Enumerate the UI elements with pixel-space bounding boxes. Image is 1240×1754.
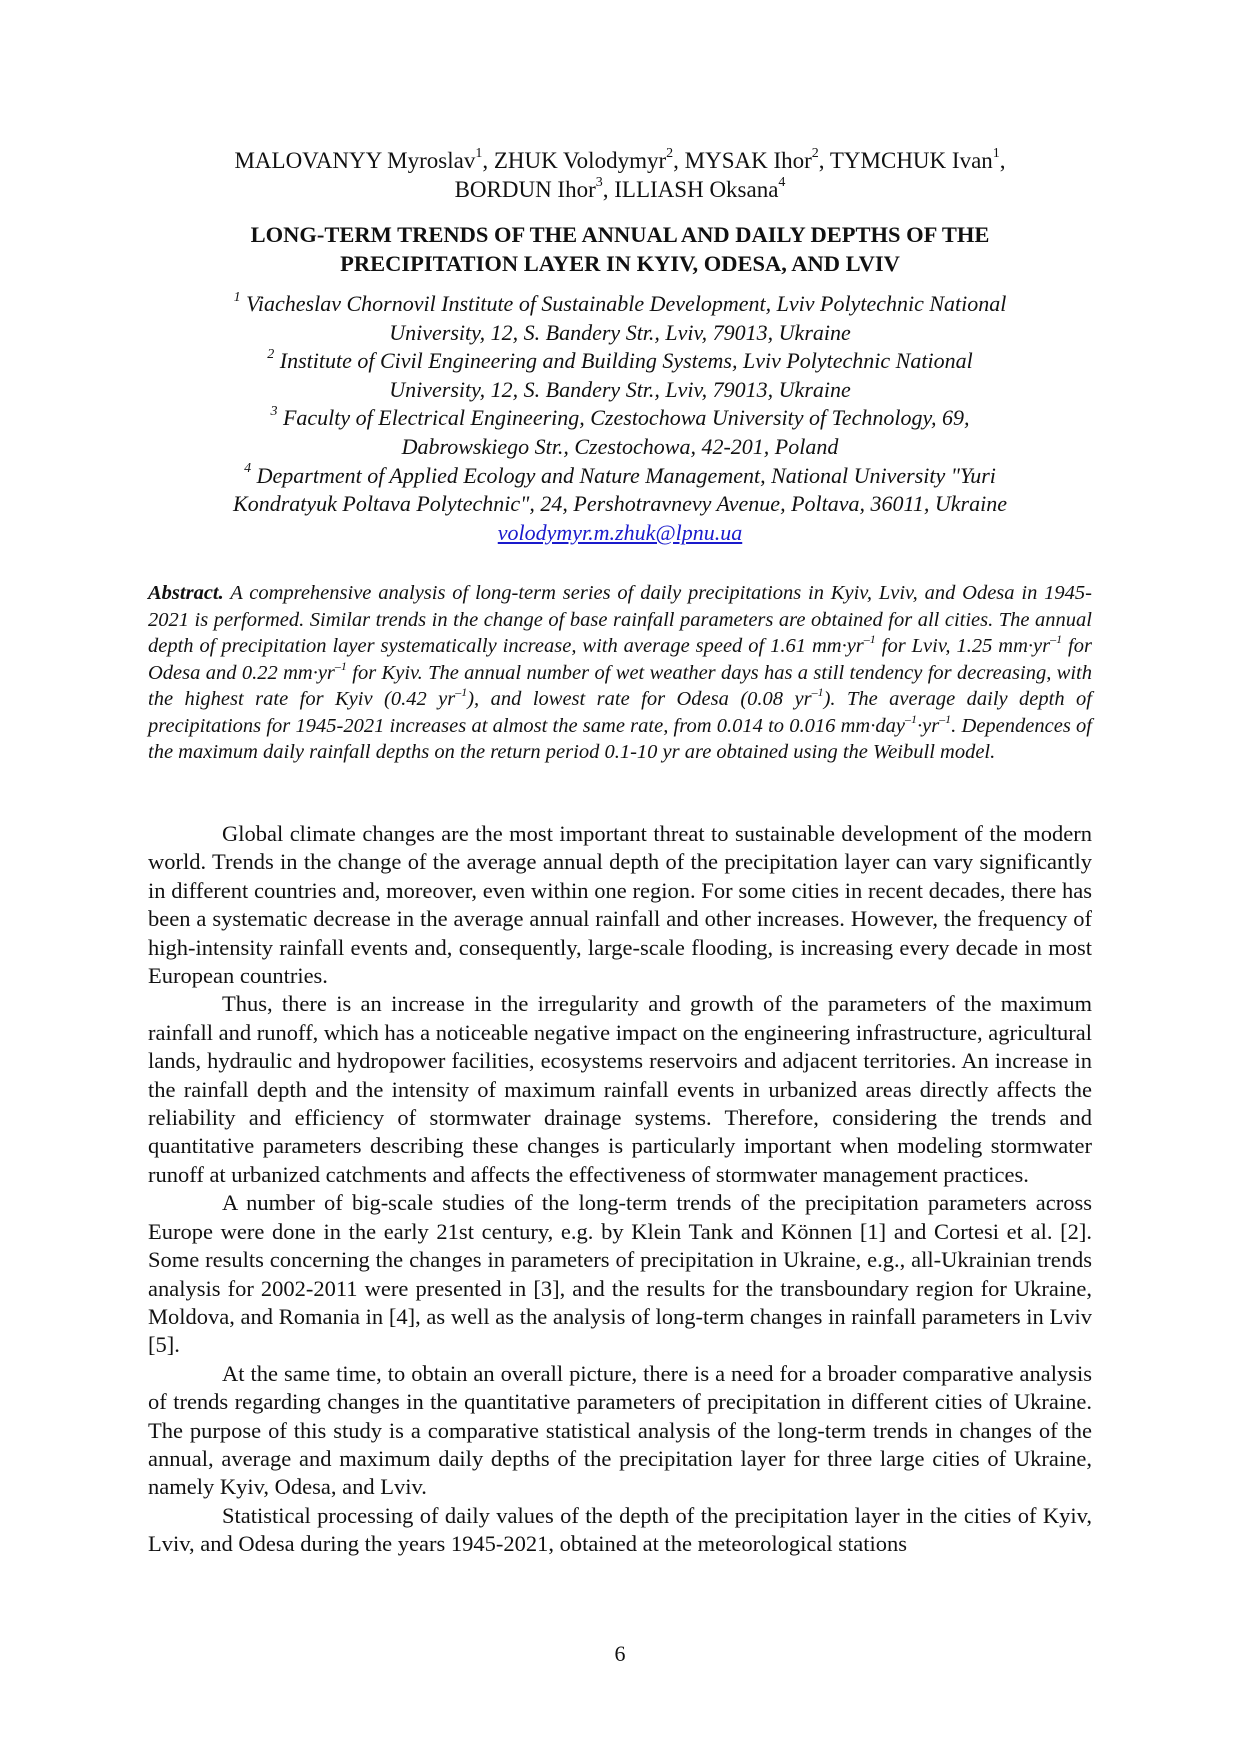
abstract-text: for Lviv, 1.25 mm·yr xyxy=(875,635,1051,657)
affiliation-2-line-1 xyxy=(150,347,1090,376)
author-separator: , xyxy=(482,148,494,173)
affiliation-1-line-2: University, 12, S. Bandery Str., Lviv, 79013, Ukraine xyxy=(389,319,851,345)
author-separator: , xyxy=(673,148,685,173)
abstract-superscript: –1 xyxy=(455,685,468,700)
abstract-superscript: –1 xyxy=(334,658,347,673)
abstract-text: for Kyiv. The annual number of wet weather days has a still tendency for decreasing, with the highest rate for Kyiv (0.42 yr xyxy=(148,661,1092,710)
email-link[interactable]: volodymyr.m.zhuk@lpnu.ua xyxy=(497,519,743,545)
affiliation-text: Institute of Civil Engineering and Building Systems, Lviv Polytechnic National xyxy=(279,348,973,374)
affiliation-text: Viacheslav Chornovil Institute of Sustainable Development, Lviv Polytechnic National xyxy=(246,291,1007,316)
author-affiliation-mark: 1 xyxy=(992,146,1000,162)
author-name: ZHUK Volodymyr xyxy=(493,148,667,173)
author-separator: , xyxy=(602,177,615,202)
author-line-2 xyxy=(150,175,1090,204)
author-affiliation-mark: 2 xyxy=(666,146,674,162)
abstract-text: ), and lowest rate for Odesa (0.08 yr xyxy=(467,688,812,710)
affiliations xyxy=(150,290,1090,547)
body-paragraph: A number of big-scale studies of the long-term trends of the precipitation parameters across Europe were done in the early 21st century, e.g. by Klein Tank and Können [1] and Cortesi et al. [2]. Some results concerning the changes in parameters of precipitation in Ukraine, e.g., all-Ukrainian trends analysis for 2002-2011 were presented in [3], and the results for the transboundary region for Ukraine, Moldova, and Romania in [4], as well as the analysis of long-term changes in rainfall parameters in Lviv [5]. xyxy=(148,1190,1092,1358)
body-paragraph: At the same time, to obtain an overall picture, there is a need for a broader comparative analysis of trends regarding changes in the quantitative parameters of precipitation in different cities of Ukraine. The purpose of this study is a comparative statistical analysis of the long-term trends in changes of the annual, average and maximum daily depths of the precipitation layer for three large cities of Ukraine, namely Kyiv, Odesa, and Lviv. xyxy=(148,1360,1092,1500)
abstract-superscript: –1 xyxy=(1050,632,1063,647)
affiliation-number: 1 xyxy=(233,289,241,305)
affiliation-number: 4 xyxy=(244,461,252,477)
author-affiliation-mark: 3 xyxy=(595,175,603,191)
affiliation-text: Department of Applied Ecology and Nature Management, National University "Yuri xyxy=(256,462,996,488)
title-line-2: PRECIPITATION LAYER IN KYIV, ODESA, AND LVIV xyxy=(340,251,900,276)
affiliation-2-line-2: University, 12, S. Bandery Str., Lviv, 79013, Ukraine xyxy=(389,376,851,402)
author-separator: , xyxy=(818,148,830,173)
affiliation-4-line-1 xyxy=(150,462,1090,491)
affiliation-3-line-2: Dabrowskiego Str., Czestochowa, 42-201, Poland xyxy=(401,433,839,459)
author-list xyxy=(150,146,1090,204)
affiliation-4-line-2: Kondratyuk Poltava Polytechnic", 24, Pershotravnevy Avenue, Poltava, 36011, Ukraine xyxy=(233,491,1007,517)
body-paragraph: Thus, there is an increase in the irregularity and growth of the parameters of the maximum rainfall and runoff, which has a noticeable negative impact on the engineering infrastructure, agricultural lands, hydraulic and hydropower facilities, ecosystems reservoirs and adjacent territories. An increase in the rainfall depth and the intensity of maximum rainfall events in urbanized areas directly affects the reliability and efficiency of stormwater drainage systems. Therefore, considering the trends and quantitative parameters describing these changes is particularly important when modeling stormwater runoff at urbanized catchments and affects the effectiveness of stormwater management practices. xyxy=(148,991,1092,1187)
author-affiliation-mark: 2 xyxy=(811,146,819,162)
body-paragraph: Statistical processing of daily values of the depth of the precipitation layer in the cities of Kyiv, Lviv, and Odesa during the years 1945-2021, obtained at the meteorological stations xyxy=(148,1502,1092,1557)
affiliation-3-line-1 xyxy=(150,404,1090,433)
abstract-text: ·yr xyxy=(916,714,940,737)
abstract-superscript: –1 xyxy=(939,711,952,726)
affiliation-number: 3 xyxy=(270,404,278,420)
affiliation-number: 2 xyxy=(267,346,275,362)
author-name: MALOVANYY Myroslav xyxy=(234,148,476,173)
abstract-superscript: –1 xyxy=(863,632,876,647)
abstract-label: Abstract. xyxy=(148,582,224,604)
abstract-text: for Odesa and 0.22 mm·yr xyxy=(148,635,1092,684)
abstract-superscript: –1 xyxy=(904,711,917,726)
author-name: BORDUN Ihor xyxy=(454,177,596,202)
title-line-1: LONG-TERM TRENDS OF THE ANNUAL AND DAILY DEPTHS OF THE xyxy=(250,222,990,247)
abstract-text: . Dependences of the maximum daily rainfall depths on the return period 0.1-10 yr are obtained using the Weibull model. xyxy=(148,714,1092,763)
author-affiliation-mark: 1 xyxy=(475,146,483,162)
page-number: 6 xyxy=(614,1641,626,1666)
affiliation-text: Faculty of Electrical Engineering, Czestochowa University of Technology, 69, xyxy=(282,405,970,431)
email-line xyxy=(150,519,1090,548)
author-separator: , xyxy=(999,148,1006,173)
body-text xyxy=(148,820,1092,1559)
body-paragraph: Global climate changes are the most important threat to sustainable development of the modern world. Trends in the change of the average annual depth of the precipitation layer can vary significantly in different countries and, moreover, even within one region. For some cities in recent decades, there has been a systematic decrease in the average annual rainfall and other increases. However, the frequency of high-intensity rainfall events and, consequently, large-scale flooding, is increasing every decade in most European countries. xyxy=(148,821,1092,989)
author-name: TYMCHUK Ivan xyxy=(829,148,993,173)
abstract-text: A comprehensive analysis of long-term series of daily precipitations in Kyiv, Lviv, and Odesa in 1945-2021 is performed. Similar trends in the change of base rainfall parameters are obtained for all cities. The annual depth of precipitation layer systematically increase, with average speed of 1.61 mm·yr xyxy=(148,582,1092,657)
abstract xyxy=(148,580,1092,766)
author-name: MYSAK Ihor xyxy=(684,148,812,173)
author-name: ILLIASH Oksana xyxy=(614,177,779,202)
paper-title xyxy=(150,220,1090,278)
author-affiliation-mark: 4 xyxy=(778,175,786,191)
abstract-superscript: –1 xyxy=(811,685,824,700)
author-line-1 xyxy=(150,146,1090,175)
abstract-text: ). The average daily depth of precipitations for 1945-2021 increases at almost the same rate, from 0.014 to 0.016 mm·day xyxy=(148,688,1092,737)
affiliation-1-line-1 xyxy=(150,290,1090,319)
